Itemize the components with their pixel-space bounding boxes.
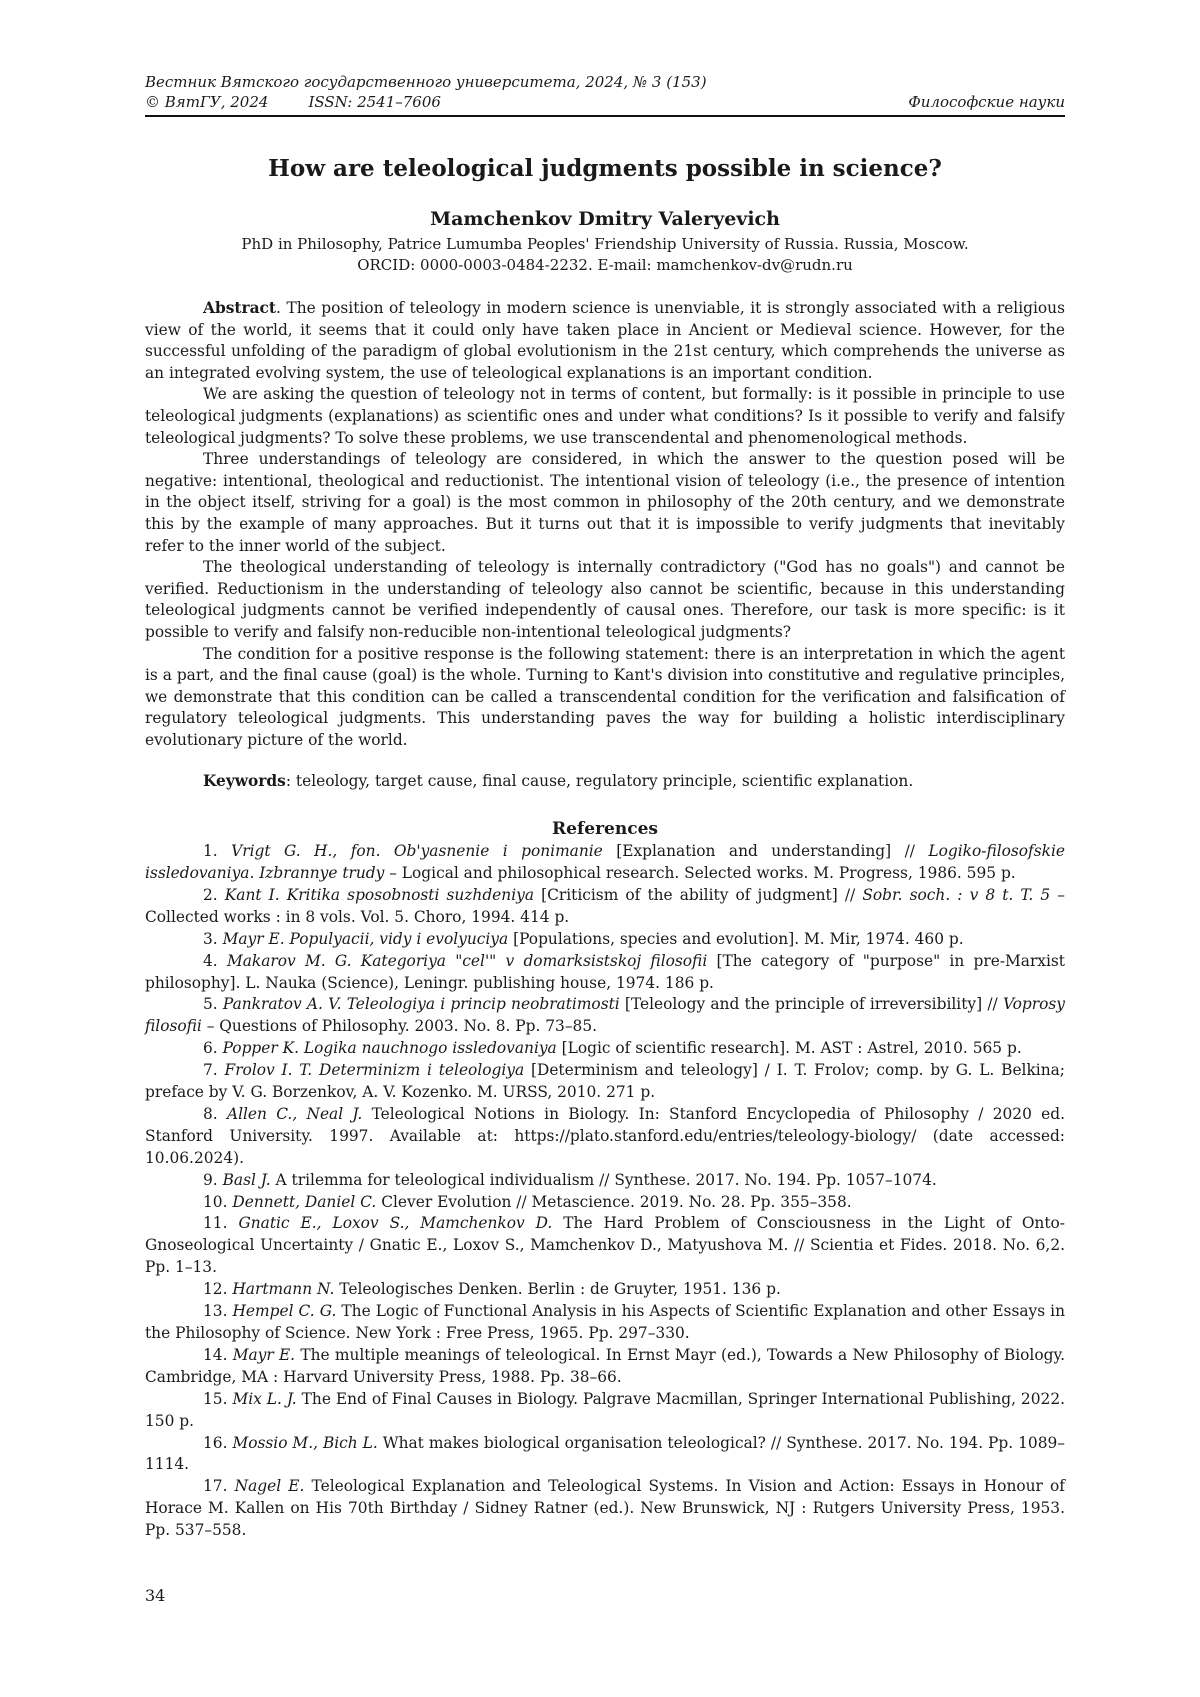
reference-item: 16. Mossio M., Bich L. What makes biological organisation teleological? // Synthese. 2017. No. 194. Pp. 1089–1114. [145, 1433, 1065, 1474]
reference-item: 1. Vrigt G. H., fon. Ob'yasnenie i ponimanie [Explanation and understanding] // Logiko-filosofskie issledovaniya. Izbrannye trudy – Logical and philosophical research. Selected works. M. Progress, 1986. 595 p. [145, 842, 1066, 882]
keywords [145, 771, 1065, 793]
issn: ISSN: 2541–7606 [308, 93, 441, 111]
references-title: References [552, 819, 658, 840]
reference-item: 5. Pankratov A. V. Teleologiya i princip neobratimosti [Teleology and the principle of irreversibility] // Voprosy filosofii – Questions of Philosophy. 2003. No. 8. Pp. 73–85. [145, 995, 1065, 1036]
reference-item: 11. Gnatic E., Loxov S., Mamchenkov D. The Hard Problem of Consciousness in the Light of Onto-Gnoseological Uncertainty / Gnatic E., Loxov S., Mamchenkov D., Matyushova M. // Scientia et Fides. 2018. No. 6,2. Pp. 1–13. [145, 1214, 1065, 1277]
reference-item: 15. Mix L. J. The End of Final Causes in Biology. Palgrave Macmillan, Springer International Publishing, 2022. 150 p. [145, 1389, 1065, 1430]
references-list [145, 841, 1065, 1542]
header-rule [145, 115, 1065, 117]
reference-item: 14. Mayr E. The multiple meanings of teleological. In Ernst Mayr (ed.), Towards a New Philosophy of Biology. Cambridge, MA : Harvard University Press, 1988. Pp. 38–66. [145, 1345, 1065, 1386]
reference-item: 2. Kant I. Kritika sposobnosti suzhdeniya [Criticism of the ability of judgment] // Sobr. soch. : v 8 t. T. 5 – Collected works : in 8 vols. Vol. 5. Choro, 1994. 414 p. [145, 885, 1065, 926]
reference-item: 9. Basl J. A trilemma for teleological individualism // Synthese. 2017. No. 194. Pp. 1057–1074. [203, 1170, 937, 1189]
keywords-text: : teleology, target cause, final cause, regulatory principle, scientific explanation. [285, 772, 914, 791]
reference-item: 7. Frolov I. T. Determinizm i teleologiya [Determinism and teleology] / I. T. Frolov; comp. by G. L. Belkina; preface by V. G. Borzenkov, A. V. Kozenko. M. URSS, 2010. 271 p. [145, 1061, 1065, 1102]
abstract-paragraph: The condition for a positive response is the following statement: there is an interpretation in which the agent is a part, and the final cause (goal) is the whole. Turning to Kant's division into constitutive and regulative principles, we demonstrate that this condition can be called a transcendental condition for the verification and falsification of regulatory teleological judgments. This understanding paves the way for building a holistic interdisciplinary evolutionary picture of the world. [145, 644, 1065, 749]
reference-item: 3. Mayr E. Populyacii, vidy i evolyuciya [Populations, species and evolution]. M. Mir, 1974. 460 p. [203, 929, 964, 948]
abstract-paragraph: Three understandings of teleology are considered, in which the answer to the question posed will be negative: intentional, theological and reductionist. The intentional vision of teleology (i.e., the presence of intention in the object itself, striving for a goal) is the most common in philosophy of the 20th century, and we demonstrate this by the example of many approaches. But it turns out that it is impossible to verify judgments that inevitably refer to the inner world of the subject. [145, 450, 1065, 555]
keywords-label: Keywords [203, 772, 286, 791]
reference-item: 8. Allen C., Neal J. Teleological Notions in Biology. In: Stanford Encyclopedia of Philosophy / 2020 ed. Stanford University. 1997. Available at: https://plato.stanford.edu/entries/teleology-biology/ (date accessed: 10.06.2024). [145, 1104, 1065, 1167]
copyright: © ВятГУ, 2024 [145, 93, 269, 111]
reference-item: 13. Hempel C. G. The Logic of Functional Analysis in his Aspects of Scientific Explanation and other Essays in the Philosophy of Science. New York : Free Press, 1965. Pp. 297–330. [145, 1302, 1065, 1342]
abstract-paragraph: The theological understanding of teleology is internally contradictory ("God has no goals") and cannot be verified. Reductionism in the understanding of teleology also cannot be scientific, because in this understanding teleological judgments cannot be verified independently of causal ones. Therefore, our task is more specific: is it possible to verify and falsify non-reducible non-intentional teleological judgments? [145, 558, 1065, 641]
reference-item: 17. Nagel E. Teleological Explanation and Teleological Systems. In Vision and Action: Essays in Honour of Horace M. Kallen on His 70th Birthday / Sidney Ratner (ed.). New Brunswick, NJ : Rutgers University Press, 1953. Pp. 537–558. [145, 1477, 1065, 1540]
abstract-label: Abstract [203, 299, 277, 317]
running-header [145, 72, 1065, 117]
abstract-paragraph: We are asking the question of teleology not in terms of content, but formally: is it possible in principle to use teleological judgments (explanations) as scientific ones and under what conditions? Is it possible to verify and falsify teleological judgments? To solve these problems, we use transcendental and phenomenological methods. [145, 385, 1065, 447]
reference-item: 12. Hartmann N. Teleologisches Denken. Berlin : de Gruyter, 1951. 136 p. [203, 1280, 781, 1299]
reference-item: 10. Dennett, Daniel C. Clever Evolution // Metascience. 2019. No. 28. Pp. 355–358. [203, 1192, 852, 1211]
affiliation-line: PhD in Philosophy, Patrice Lumumba Peoples' Friendship University of Russia. Russia, Moscow. [241, 235, 969, 253]
reference-item: 4. Makarov M. G. Kategoriya "cel'" v domarksistskoj filosofii [The category of "purpose" in pre-Marxist philosophy]. L. Nauka (Science), Leningr. publishing house, 1974. 186 p. [145, 951, 1065, 992]
journal-name: Вестник Вятского государственного университета, 2024, № 3 (153) [145, 73, 707, 91]
contacts-line: ORCID: 0000-0003-0484-2232. E-mail: mamchenkov-dv@rudn.ru [357, 256, 853, 274]
page-number: 34 [145, 1586, 166, 1605]
reference-item: 6. Popper K. Logika nauchnogo issledovaniya [Logic of scientific research]. M. AST : Astrel, 2010. 565 p. [203, 1039, 1022, 1058]
author-affiliation [145, 234, 1065, 276]
abstract-paragraph: Abstract. The position of teleology in modern science is unenviable, it is strongly associated with a religious view of the world, it seems that it could only have taken place in Ancient or Medieval science. However, for the successful unfolding of the paradigm of global evolutionism in the 21st century, which comprehends the universe as an integrated evolving system, the use of teleological explanations is an important condition. [145, 299, 1065, 382]
article-title: How are teleological judgments possible in science? [268, 155, 942, 182]
section-name: Философские науки [908, 93, 1065, 111]
author-name: Mamchenkov Dmitry Valeryevich [430, 208, 780, 230]
article-page [145, 72, 1065, 1542]
abstract [145, 298, 1065, 751]
